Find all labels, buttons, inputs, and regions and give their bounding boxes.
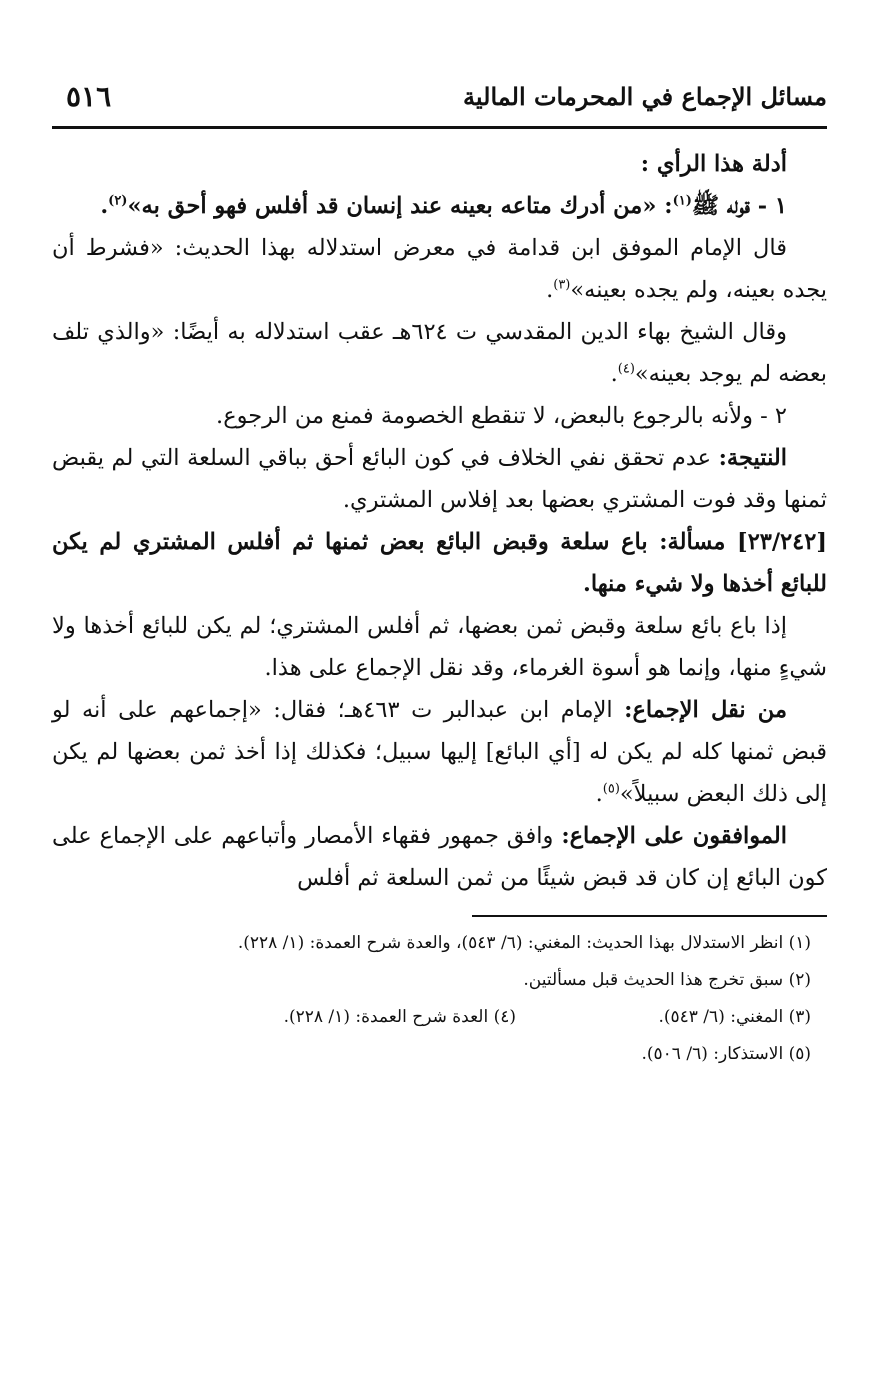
main-text — [52, 143, 827, 899]
agreers-label: الموافقون على الإجماع: — [561, 823, 787, 849]
footnote-2: (٢) سبق تخرج هذا الحديث قبل مسألتين. — [523, 970, 811, 990]
paragraph-result: النتيجة: عدم تحقق نفي الخلاف في كون البائع أحق بباقي السلعة التي لم يقبض ثمنها وقد فوت المشتري بعضها بعد إفلاس المشتري. — [52, 445, 827, 513]
footnote-3: (٣) المغني: (٦/ ٥٤٣). — [658, 1007, 811, 1027]
evidence-heading: أدلة هذا الرأي : — [640, 151, 787, 177]
footnote-ref-4: (٤) — [617, 361, 635, 377]
paragraph-issue: إذا باع بائع سلعة وقبض ثمن بعضها، ثم أفلس المشتري؛ لم يكن للبائع أخذها ولا شيءٍ منها، وإنما هو أسوة الغرماء، وقد نقل الإجماع على هذا. — [52, 613, 827, 681]
result-label: النتيجة: — [718, 445, 787, 471]
running-title: مسائل الإجماع في المحرمات المالية — [463, 82, 827, 111]
page-number: ٥١٦ — [66, 80, 112, 113]
book-page — [52, 78, 827, 1368]
footnote-ref-3: (٣) — [553, 277, 571, 293]
paragraph-transmitter: من نقل الإجماع: الإمام ابن عبدالبر ت ٤٦٣هـ؛ فقال: «إجماعهم على أنه لو قبض ثمنها كله لم يكن له [أي البائع] إليها سبيل؛ فكذلك إذا أخذ ثمن بعضها لم يكن إلى ذلك البعض سبيلاً»$^{(٥)}$. — [52, 697, 827, 807]
footnote-ref-1: (١) — [672, 193, 692, 209]
issue-title: [٢٣/٢٤٢] مسألة: باع سلعة وقبض البائع بعض ثمنها ثم أفلس المشتري لم يكن للبائع أخذها ولا شيء منها. — [52, 529, 827, 597]
footnote-divider — [472, 915, 827, 917]
footnote-1: (١) انظر الاستدلال بهذا الحديث: المغني: (٦/ ٥٤٣)، والعدة شرح العمدة: (١/ ٢٢٨). — [237, 933, 811, 953]
paragraph-ibn-qudama: قال الإمام الموفق ابن قدامة في معرض استدلاله بهذا الحديث: «فشرط أن يجده بعينه، ولم يجده بعينه»$^{(٣)}$. — [52, 235, 827, 303]
footnote-ref-2: (٢) — [108, 193, 128, 209]
footnote-4: (٤) العدة شرح العمدة: (١/ ٢٢٨). — [283, 1007, 516, 1027]
footnote-row-3-4 — [52, 999, 811, 1036]
page-header — [52, 78, 827, 129]
transmitter-label: من نقل الإجماع: — [624, 697, 787, 723]
paragraph-agreers: الموافقون على الإجماع: وافق جمهور فقهاء الأمصار وأتباعهم على الإجماع على كون البائع إن كان قد قبض شيئًا من ثمن السلعة ثم أفلس — [52, 823, 827, 891]
footnote-ref-5: (٥) — [602, 781, 620, 797]
footnotes — [52, 925, 827, 1073]
paragraph-maqdisi: وقال الشيخ بهاء الدين المقدسي ت ٦٢٤هـ عقب استدلاله به أيضًا: «والذي تلف بعضه لم يوجد بعينه»$^{(٤)}$. — [52, 319, 827, 387]
footnote-5: (٥) الاستذكار: (٦/ ٥٠٦). — [641, 1044, 811, 1064]
paragraph-hadith: ١ - قوله ﷺ$^{(١)}$: «من أدرك متاعه بعينه عند إنسان قد أفلس فهو أحق به»$^{(٢)}$. — [100, 193, 787, 219]
paragraph-second-evidence: ٢ - ولأنه بالرجوع بالبعض، لا تنقطع الخصومة فمنع من الرجوع. — [216, 403, 787, 429]
